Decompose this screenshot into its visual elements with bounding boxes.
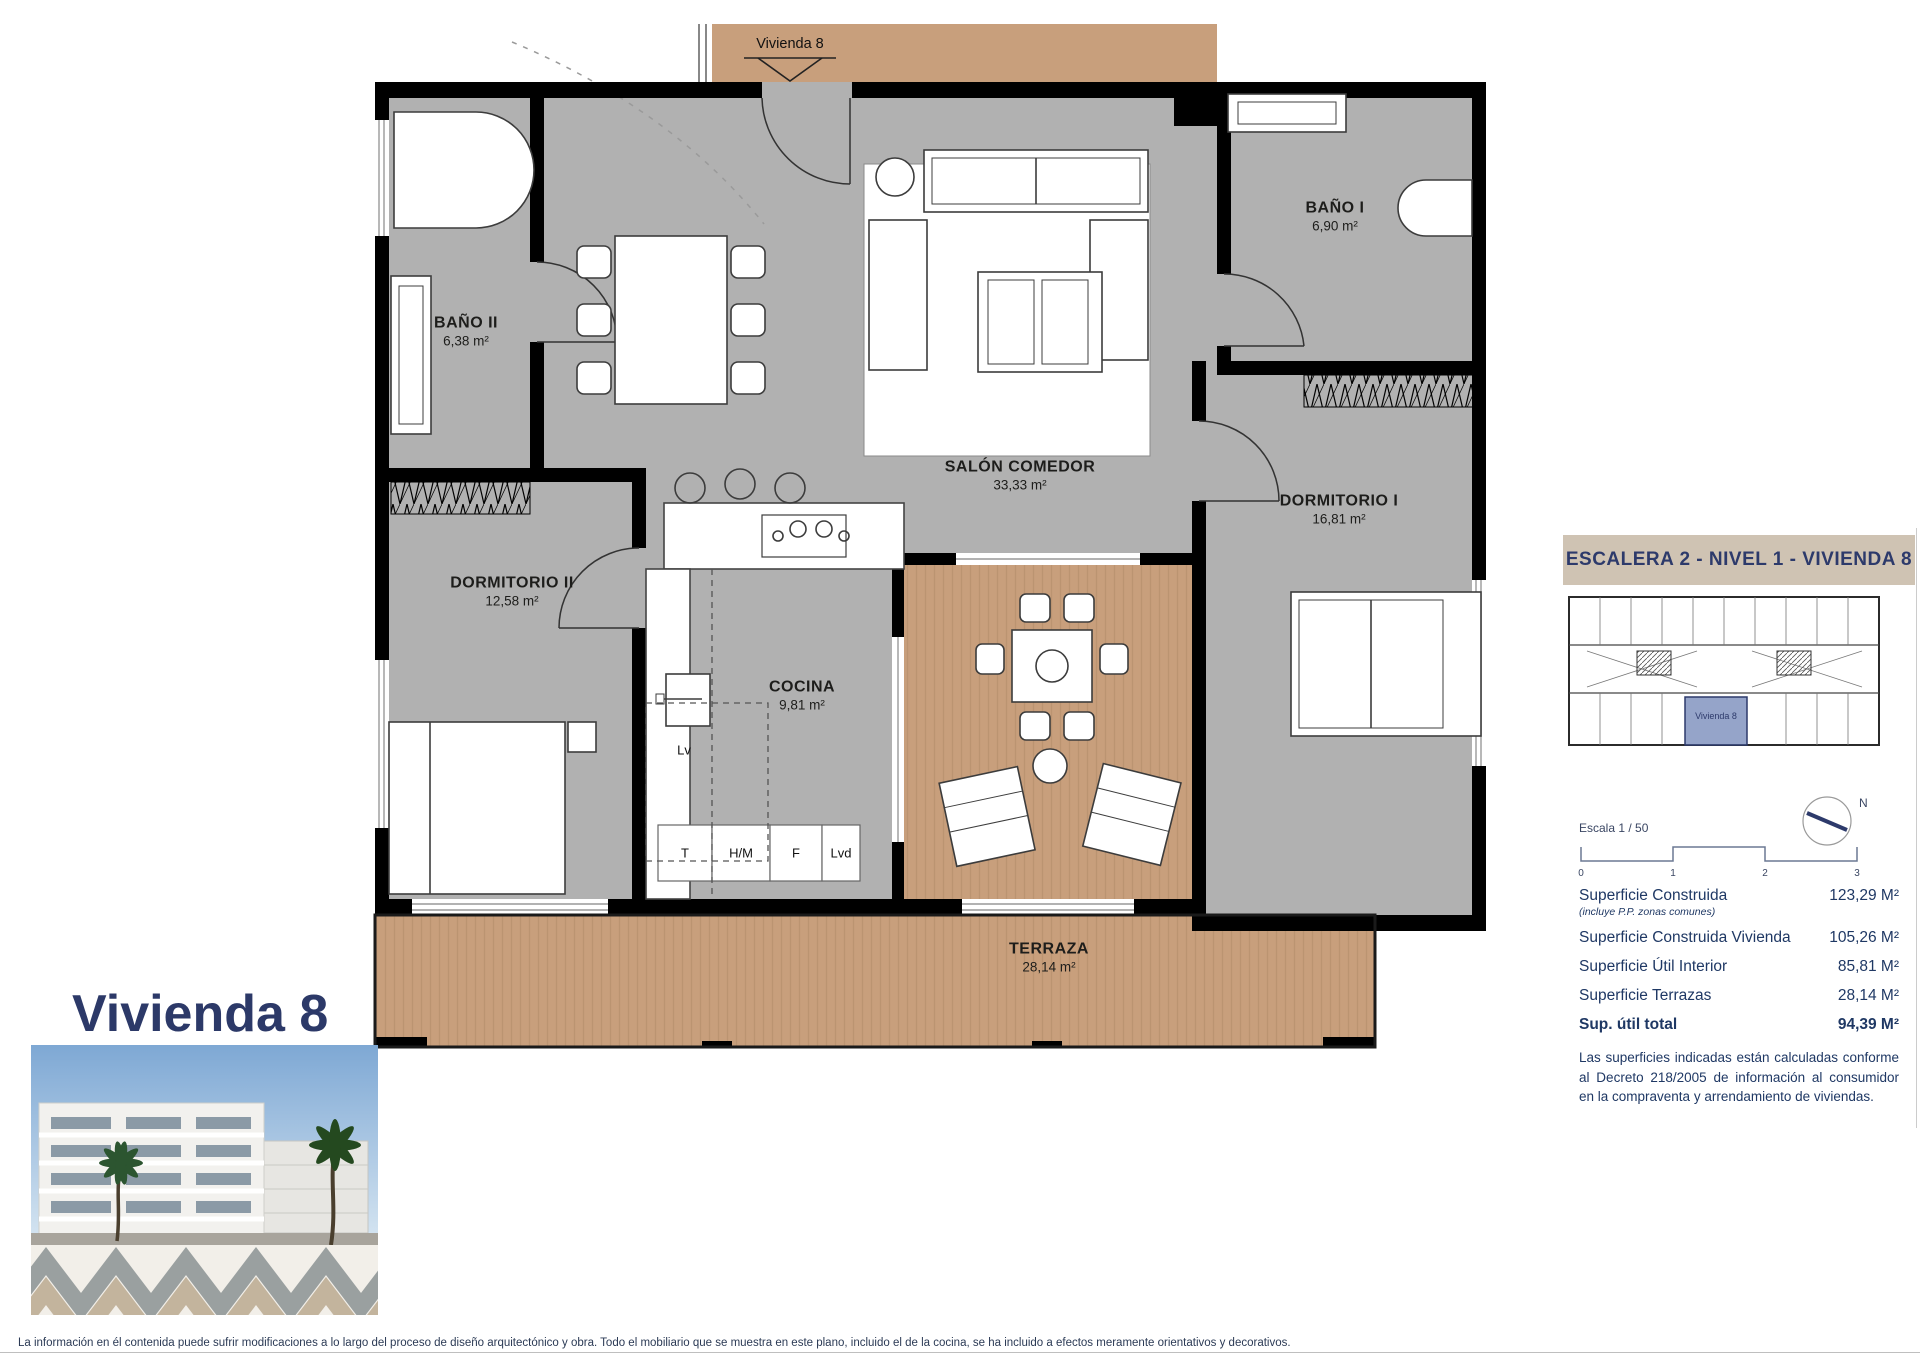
surface-total-row bbox=[1579, 1016, 1899, 1034]
site-plan-highlight bbox=[1685, 697, 1747, 745]
surface-total-label: Sup. útil total bbox=[1579, 1016, 1678, 1033]
page-disclaimer: La información en él contenida puede sufrir modificaciones a lo largo del proceso de diseño arquitectónico y obra. Todo el mobiliario que se muestra en este plano, incluido el de la cocina, se ha incluido a efectos meramente orientativos y decorativos. bbox=[18, 1337, 1291, 1349]
surface-row bbox=[1579, 987, 1899, 1005]
room-area: 28,14 m² bbox=[1022, 959, 1076, 975]
compass-north-label: N bbox=[1859, 796, 1868, 810]
compass bbox=[1795, 789, 1875, 849]
room-label-salon-comedor bbox=[945, 458, 1096, 495]
room-label-bano-2 bbox=[434, 314, 498, 351]
room-label-dormitorio-1 bbox=[1280, 492, 1399, 529]
appliance-label-f: F bbox=[792, 845, 800, 861]
surface-row bbox=[1579, 929, 1899, 947]
room-label-bano-1 bbox=[1306, 199, 1365, 236]
room-area: 6,90 m² bbox=[1312, 218, 1358, 234]
panel-header: ESCALERA 2 - NIVEL 1 - VIVIENDA 8 bbox=[1563, 535, 1915, 585]
room-area: 9,81 m² bbox=[779, 697, 825, 713]
surface-sublabel: (incluye P.P. zonas comunes) bbox=[1579, 906, 1716, 918]
dishwasher-label: Lv bbox=[677, 742, 691, 758]
entry-unit-label: Vivienda 8 bbox=[756, 36, 824, 52]
closet-dormitorio-1 bbox=[1304, 375, 1474, 407]
surface-label: Superficie Construida Vivienda bbox=[1579, 929, 1791, 946]
scale-tick: 3 bbox=[1854, 868, 1860, 879]
surface-label: Superficie Útil Interior bbox=[1579, 958, 1728, 975]
surface-value: 85,81 M² bbox=[1837, 958, 1899, 975]
surface-label: Superficie Construida bbox=[1579, 887, 1728, 904]
surface-label: Superficie Terrazas bbox=[1579, 987, 1712, 1004]
appliance-label-t: T bbox=[681, 845, 689, 861]
room-area: 6,38 m² bbox=[443, 333, 489, 349]
page-edge-rule bbox=[1916, 528, 1917, 1128]
surface-value: 28,14 M² bbox=[1837, 987, 1899, 1004]
room-area: 16,81 m² bbox=[1312, 511, 1366, 527]
surface-value: 105,26 M² bbox=[1829, 929, 1899, 946]
scale-label: Escala 1 / 50 bbox=[1579, 821, 1649, 835]
room-label-dormitorio-2 bbox=[450, 574, 574, 611]
floor-plan-drawing bbox=[372, 24, 1492, 1054]
unit-title: Vivienda 8 bbox=[72, 985, 329, 1043]
surface-value: 123,29 M² bbox=[1829, 887, 1899, 904]
surface-table bbox=[1563, 887, 1915, 1034]
room-name: DORMITORIO I bbox=[1279, 492, 1399, 510]
building-photo bbox=[31, 1045, 378, 1315]
scale-tick: 2 bbox=[1762, 868, 1768, 879]
info-panel bbox=[1563, 535, 1915, 1107]
scale-tick: 1 bbox=[1670, 868, 1676, 879]
appliance-label-hm: H/M bbox=[729, 845, 753, 861]
room-name: DORMITORIO II bbox=[450, 574, 574, 592]
room-name: BAÑO I bbox=[1305, 199, 1365, 217]
room-name: BAÑO II bbox=[434, 314, 498, 332]
room-name: COCINA bbox=[768, 678, 836, 696]
room-name: TERRAZA bbox=[1009, 940, 1089, 958]
floor-plan bbox=[372, 24, 1492, 1054]
room-label-cocina bbox=[769, 678, 835, 715]
site-plan bbox=[1567, 593, 1887, 763]
room-name: SALÓN COMEDOR bbox=[944, 458, 1096, 476]
surface-row bbox=[1579, 887, 1899, 918]
scale-bar bbox=[1577, 845, 1877, 879]
room-area: 33,33 m² bbox=[993, 477, 1047, 493]
closet-dormitorio-2 bbox=[391, 482, 530, 514]
appliance-label-lvd: Lvd bbox=[830, 845, 852, 861]
legal-note: Las superficies indicadas están calculadas conforme al Decreto 218/2005 de información al consumidor en la compraventa y arrendamiento de viviendas. bbox=[1579, 1050, 1899, 1105]
site-plan-unit-label: Vivienda 8 bbox=[1695, 711, 1737, 721]
room-area: 12,58 m² bbox=[485, 593, 539, 609]
room-label-terraza bbox=[1009, 940, 1089, 977]
building-photo-art bbox=[31, 1045, 378, 1315]
bottom-rule bbox=[0, 1352, 1920, 1353]
surface-row bbox=[1579, 958, 1899, 976]
surface-total-value: 94,39 M² bbox=[1837, 1016, 1899, 1033]
scale-tick: 0 bbox=[1578, 868, 1584, 879]
